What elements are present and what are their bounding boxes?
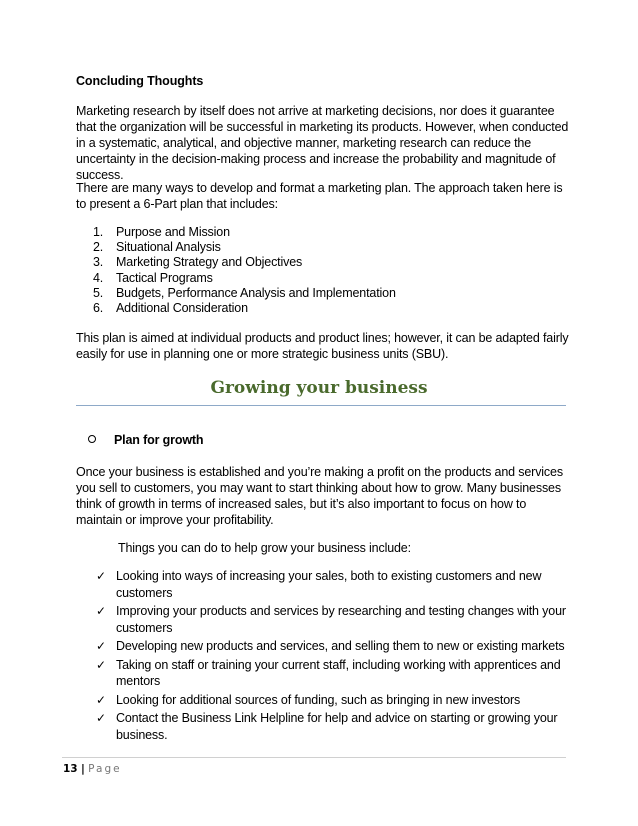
list-number: 2. xyxy=(93,240,104,255)
plan-for-growth-subheading xyxy=(88,433,203,447)
concluding-paragraph-2: There are many ways to develop and format a marketing plan. The approach taken here is to present a 6-Part plan that includes: xyxy=(76,181,563,211)
list-text: Marketing Strategy and Objectives xyxy=(116,255,303,270)
checkmark-icon: ✓ xyxy=(96,692,106,707)
list-item xyxy=(96,692,566,709)
list-text: Taking on staff or training your current staff, including working with apprentices and mentors xyxy=(116,657,561,688)
list-number: 6. xyxy=(93,301,104,316)
plan-list xyxy=(93,225,396,316)
list-item xyxy=(93,286,396,301)
subheading-text: Plan for growth xyxy=(114,433,204,447)
checkmark-icon: ✓ xyxy=(96,604,106,618)
growth-checklist xyxy=(96,568,566,745)
list-item xyxy=(96,568,566,601)
list-text: Looking into ways of increasing your sales, both to existing customers and new customers xyxy=(116,569,542,600)
list-item xyxy=(96,657,566,690)
list-item xyxy=(93,301,396,316)
list-number: 3. xyxy=(93,255,104,270)
title-underline-divider xyxy=(76,405,566,406)
list-text: Developing new products and services, and selling them to new or existing markets xyxy=(116,639,565,653)
list-number: 4. xyxy=(93,270,104,285)
list-text: Budgets, Performance Analysis and Implementation xyxy=(116,285,396,300)
checkmark-icon: ✓ xyxy=(96,711,106,725)
list-text: Contact the Business Link Helpline for help and advice on starting or growing your business. xyxy=(116,711,558,742)
hollow-bullet-icon xyxy=(88,435,96,443)
list-text: Additional Consideration xyxy=(116,301,248,316)
page-label: Page xyxy=(88,763,122,775)
list-text: Situational Analysis xyxy=(116,240,221,255)
concluding-paragraph-1: Marketing research by itself does not arrive at marketing decisions, nor does it guarantee that the organization will be successful in marketing its products. However, when conducted in a systematic, analytical, and objective manner, marketing research can reduce the uncertainty in the decision-making process and increase the probability and magnitude of success. xyxy=(76,104,569,182)
footer-divider xyxy=(62,757,566,758)
list-number: 5. xyxy=(93,285,104,300)
list-text: Purpose and Mission xyxy=(116,225,230,239)
growth-paragraph: Once your business is established and you’re making a profit on the products and services you sell to customers, you may want to start thinking about how to grow. Many businesses think of growth in terms of increased sales, but it’s also important to focus on how to maintain or improve your profitability. xyxy=(76,465,563,527)
list-number: 1. xyxy=(93,225,104,239)
list-item xyxy=(93,225,396,240)
list-text: Looking for additional sources of funding, such as bringing in new investors xyxy=(116,692,521,707)
list-item xyxy=(96,710,566,743)
section-title: Growing your business xyxy=(210,378,428,398)
concluding-heading: Concluding Thoughts xyxy=(76,74,204,88)
list-item xyxy=(93,255,396,270)
list-text: Tactical Programs xyxy=(116,270,213,285)
page-number: 13 xyxy=(63,763,78,775)
page-footer xyxy=(63,763,122,775)
footer-separator: | xyxy=(80,763,85,775)
checkmark-icon: ✓ xyxy=(96,639,106,653)
list-text: Improving your products and services by researching and testing changes with your customers xyxy=(116,604,566,635)
list-item xyxy=(96,638,566,655)
growth-list-intro: Things you can do to help grow your business include: xyxy=(118,541,411,555)
list-item xyxy=(93,271,396,286)
list-item xyxy=(96,603,566,636)
concluding-paragraph-3: This plan is aimed at individual products and product lines; however, it can be adapted fairly easily for use in planning one or more strategic business units (SBU). xyxy=(76,331,569,361)
list-item xyxy=(93,240,396,255)
checkmark-icon: ✓ xyxy=(96,657,106,672)
checkmark-icon: ✓ xyxy=(96,569,106,583)
